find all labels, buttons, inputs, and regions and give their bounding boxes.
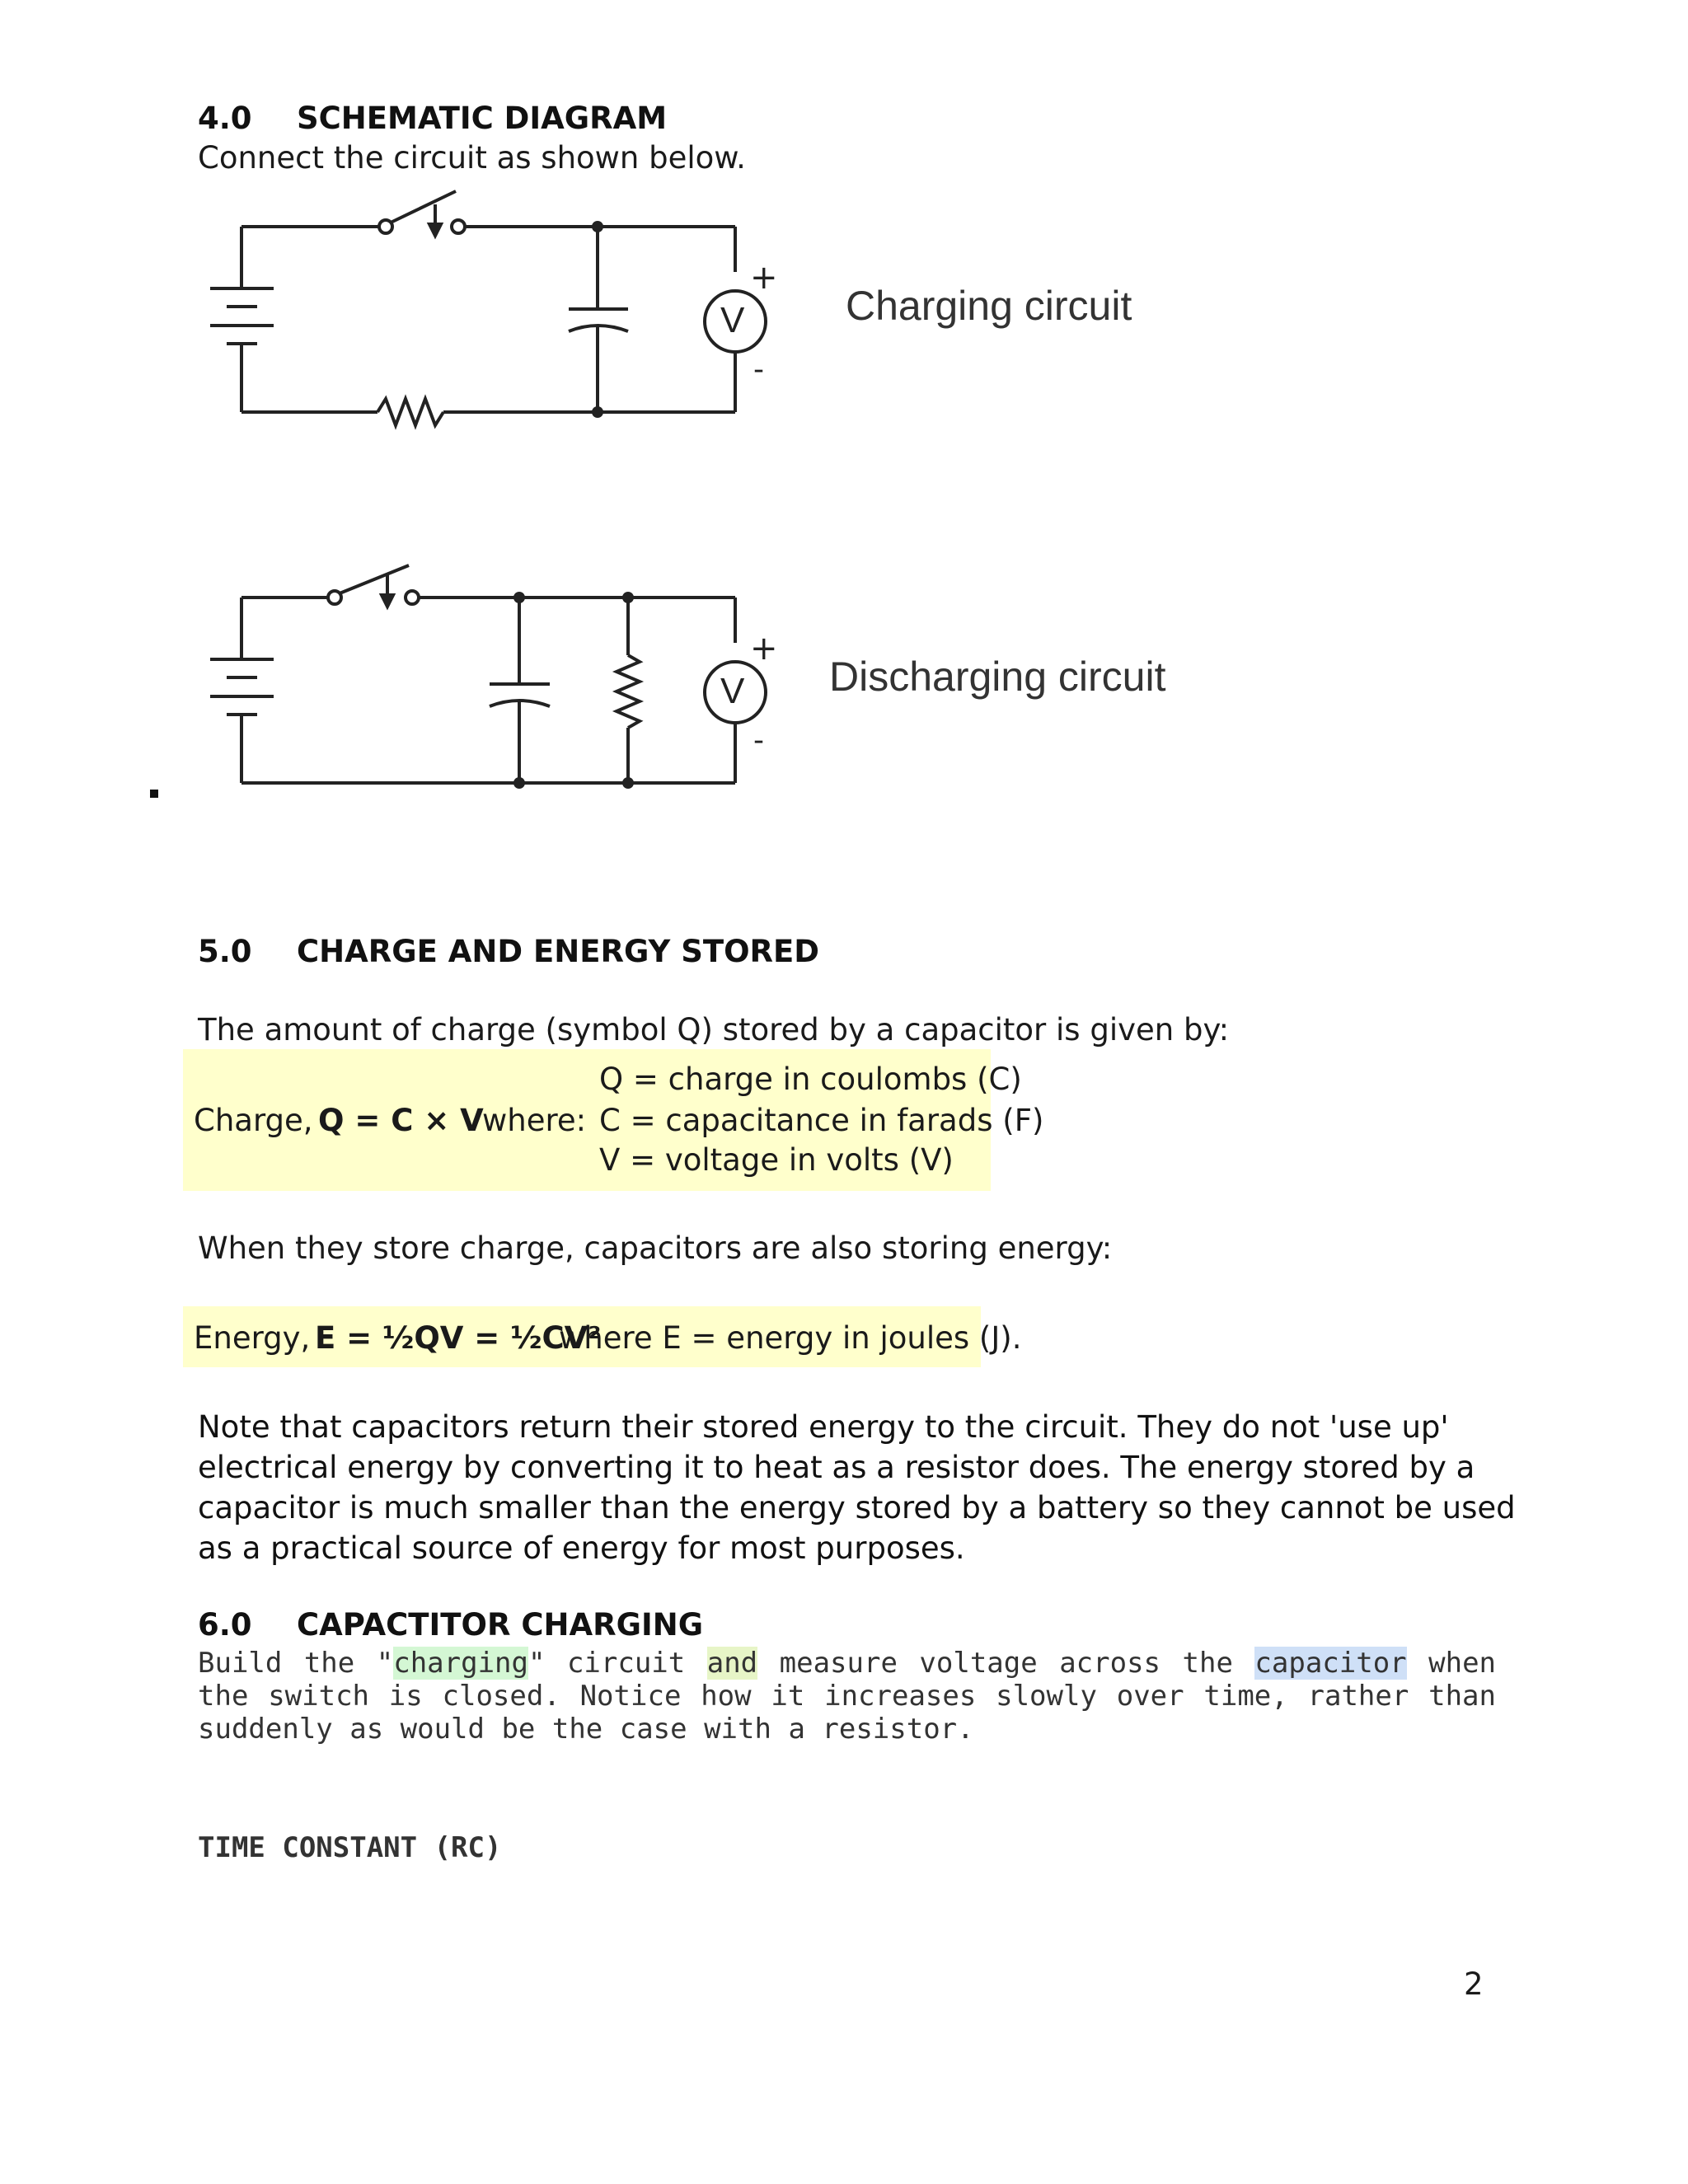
definition-v: V = voltage in volts (V) <box>599 1142 954 1178</box>
section-6-number: 6.0 <box>198 1607 252 1643</box>
paragraph-segment: measure voltage across the <box>757 1647 1255 1680</box>
charge-intro: The amount of charge (symbol Q) stored by a capacitor is given by: <box>198 1012 1230 1047</box>
time-constant-heading: TIME CONSTANT (RC) <box>198 1831 502 1864</box>
charge-formula: Q = C × V <box>318 1103 484 1138</box>
highlight-capacitor: capacitor <box>1254 1647 1407 1680</box>
energy-where: where E = energy in joules (J). <box>559 1320 1022 1356</box>
charging-voltmeter-symbol: V <box>720 300 745 340</box>
charging-minus-sign: - <box>753 353 764 387</box>
charging-instruction-paragraph <box>198 1647 1496 1746</box>
discharging-voltmeter-symbol: V <box>720 671 745 711</box>
section-4-number: 4.0 <box>198 101 252 136</box>
paragraph-segment: Build the " <box>198 1647 394 1680</box>
bullet-marker <box>150 790 158 798</box>
discharging-minus-sign: - <box>753 724 764 757</box>
energy-label: Energy, <box>194 1320 311 1356</box>
energy-note-paragraph: Note that capacitors return their stored energy to the circuit. They do not 'use up' electrical energy by converting it to heat as a resistor does. The energy stored by a capacitor is much smaller than the energy stored by a battery so they cannot be used as a practical source of energy for most purposes. <box>198 1409 1516 1566</box>
discharging-plus-sign: + <box>750 630 778 668</box>
page-number: 2 <box>1464 1966 1484 2002</box>
highlight-and: and <box>706 1647 758 1680</box>
section-5-heading <box>198 934 819 969</box>
energy-formula: E = ½QV = ½CV² <box>315 1320 602 1356</box>
highlight-charging: charging <box>393 1647 528 1680</box>
charging-circuit-label: Charging circuit <box>846 283 1132 329</box>
paragraph-segment: " circuit <box>528 1647 707 1680</box>
definition-q: Q = charge in coulombs (C) <box>599 1062 1022 1097</box>
section-6-title: CAPACTITOR CHARGING <box>297 1607 704 1643</box>
section-5-title: CHARGE AND ENERGY STORED <box>297 934 820 969</box>
definition-c: C = capacitance in farads (F) <box>599 1103 1044 1138</box>
charge-label: Charge, <box>194 1103 313 1138</box>
discharging-circuit-label: Discharging circuit <box>829 654 1166 700</box>
section-4-instruction: Connect the circuit as shown below. <box>198 140 746 176</box>
section-4-title: SCHEMATIC DIAGRAM <box>297 101 668 136</box>
section-6-heading <box>198 1607 703 1643</box>
charge-where-label: where: <box>482 1103 587 1138</box>
charging-plus-sign: + <box>750 259 778 297</box>
section-5-number: 5.0 <box>198 934 252 969</box>
energy-intro: When they store charge, capacitors are also storing energy: <box>198 1230 1113 1266</box>
paragraph-segment: when the switch is closed. Notice how it increases slowly over time, rather than suddenly as would be the case with a resistor. <box>198 1647 1497 1746</box>
